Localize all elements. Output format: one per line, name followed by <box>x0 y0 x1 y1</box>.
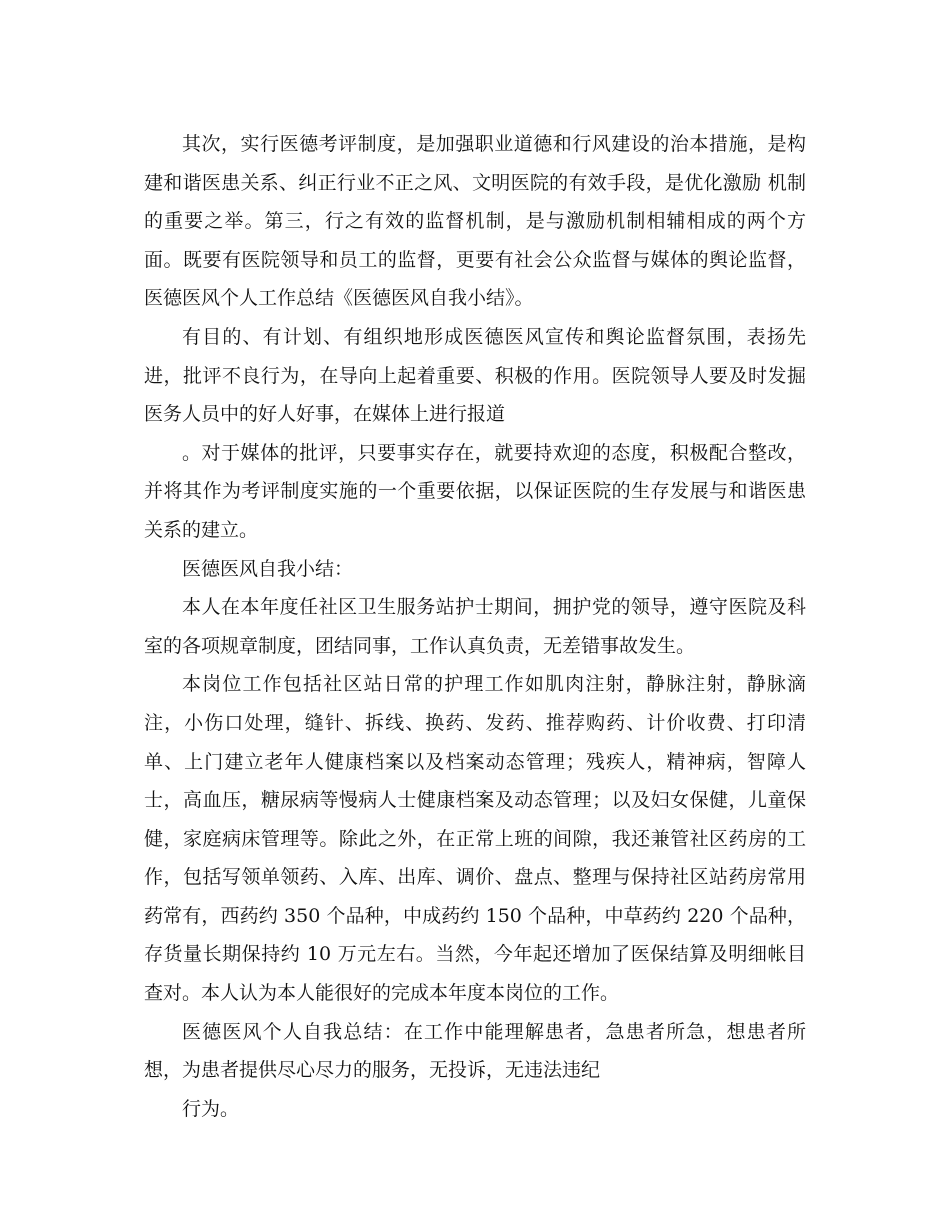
paragraph-1: 其次，实行医德考评制度，是加强职业道德和行风建设的治本措施，是构建和谐医患关系、纠正行业不正之风、文明医院的有效手段，是优化激励 机制的重要之举。第三，行之有效的监督机制，是与激励机制相辅相成的两个方面。既要有医院领导和员工的监督，更要有社会公众监督与媒体的舆论监督，医德医风个人工作总结《医德医风自我小结》。 <box>144 133 806 310</box>
paragraph-2: 有目的、有计划、有组织地形成医德医风宣传和舆论监督氛围，表扬先进，批评不良行为，在导向上起着重要、积极的作用。医院领导人要及时发掘医务人员中的好人好事，在媒体上进行报道 <box>144 325 806 426</box>
paragraph-5: 本人在本年度任社区卫生服务站护士期间，拥护党的领导，遵守医院及科室的各项规章制度，团结同事，工作认真负责，无差错事故发生。 <box>144 596 806 657</box>
paragraph-3: 。对于媒体的批评，只要事实存在，就要持欢迎的态度，积极配合整改，并将其作为考评制度实施的一个重要依据，以保证医院的生存发展与和谐医患关系的建立。 <box>144 441 806 541</box>
paragraph-6: 本岗位工作包括社区站日常的护理工作如肌肉注射，静脉注射，静脉滴注，小伤口处理，缝针、拆线、换药、发药、推荐购药、计价收费、打印清单、上门建立老年人健康档案以及档案动态管理；残疾人，精神病，智障人士，高血压，糖尿病等慢病人士健康档案及动态管理；以及妇女保健，儿童保健，家庭病床管理等。除此之外，在正常上班的间隙，我还兼管社区药房的工作，包括写领单领药、入库、出库、调价、盘点、整理与保持社区站药房常用药常有，西药约 350 个品种，中成药约 150 个品种，中草药约 220 个品种，存货量长期保持约 10 万元左右。当然，今年起还增加了医保结算及明细帐目查对。本人认为本人能很好的完成本年度本岗位的工作。 <box>144 673 806 1005</box>
document-body <box>144 125 806 1128</box>
paragraph-8: 行为。 <box>182 1097 240 1120</box>
paragraph-7: 医德医风个人自我总结：在工作中能理解患者，急患者所急，想患者所想，为患者提供尽心尽力的服务，无投诉，无违法违纪 <box>144 1020 806 1082</box>
section-heading-self-summary: 医德医风自我小结： <box>182 557 354 580</box>
